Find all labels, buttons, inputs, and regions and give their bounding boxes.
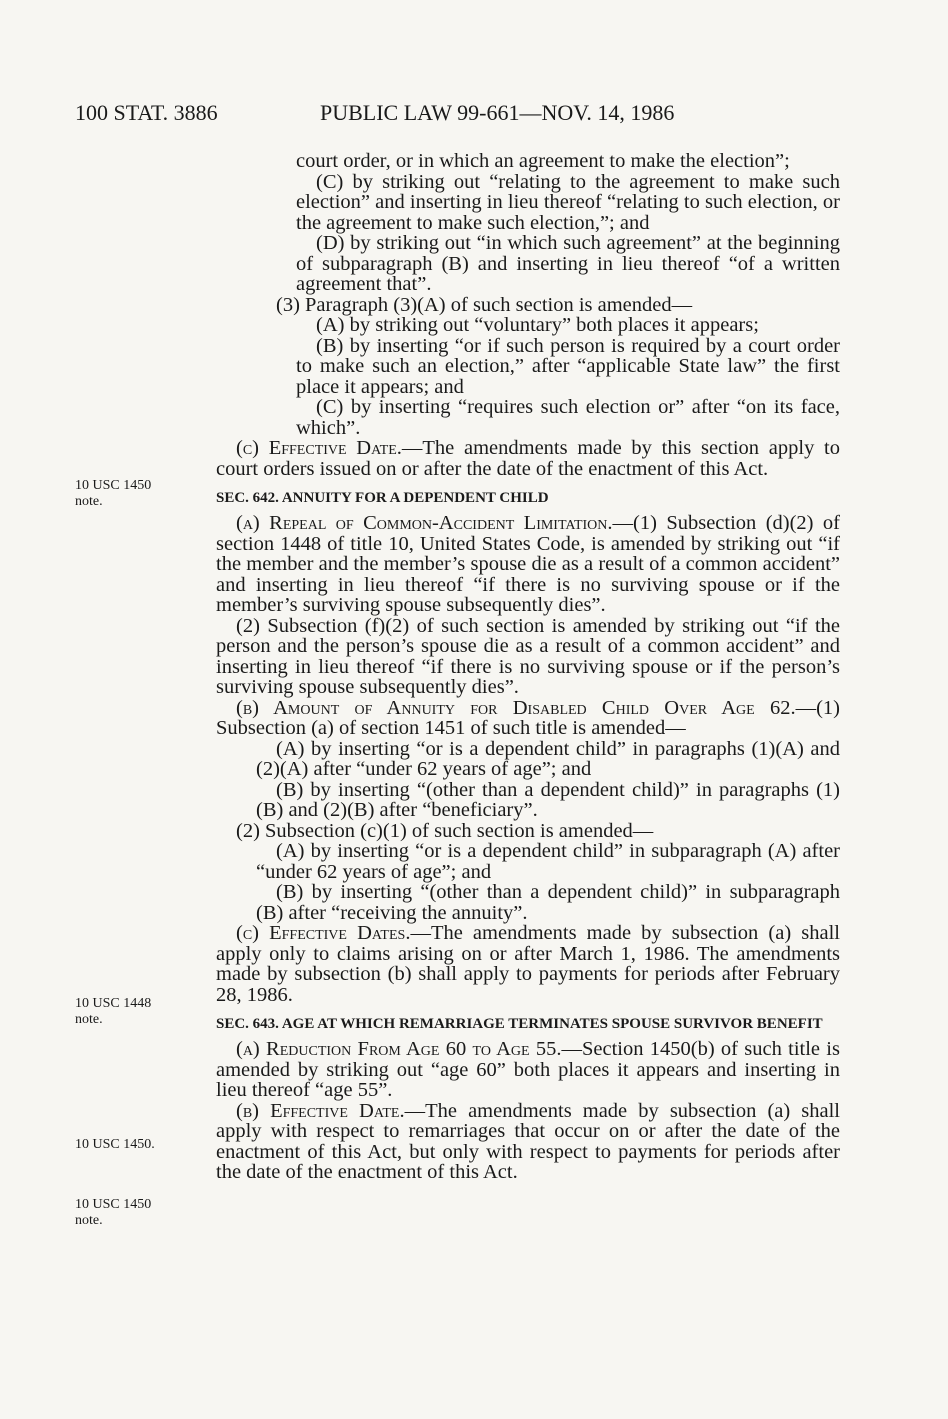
subsection-heading: (b) Amount of Annuity for Disabled Child Over Age 62. — [236, 696, 796, 719]
paragraph: (B) by inserting “(other than a dependent child)” in paragraphs (1)(B) and (2)(B) after “beneficiary”. — [256, 778, 840, 821]
paragraph: (c) Effective Dates.—The amendments made by subsection (a) shall apply only to claims arising on or after March 1, 1986. The amendments made by subsection (b) shall apply to payments for periods after February 28, 1986. — [216, 922, 840, 1006]
margin-note: 10 USC 1450. — [75, 1137, 155, 1152]
paragraph: (a) Repeal of Common-Accident Limitation.—(1) Subsection (d)(2) of section 1448 of title 10, United States Code, is amended by striking out “if the member and the member’s spouse die as a result of a common accident” and inserting in lieu thereof “if there is no surviving spouse or if the member’s surviving spouse subsequently dies”. — [216, 512, 840, 616]
subsection-heading: (c) Effective Date. — [236, 437, 402, 459]
paragraph: (b) Effective Date.—The amendments made by subsection (a) shall apply with respect to remarriages that occur on or after the date of the enactment of this Act, but only with respect to payments for periods after the date of the enactment of this Act. — [216, 1099, 840, 1183]
paragraph: (B) by inserting “(other than a dependent child)” in subparagraph (B) after “receiving the annuity”. — [256, 881, 840, 924]
running-head: PUBLIC LAW 99-661—NOV. 14, 1986 — [320, 100, 675, 125]
subsection-heading: (c) Effective Dates. — [236, 922, 411, 944]
paragraph: (A) by inserting “or is a dependent child” in subparagraph (A) after “under 62 years of age”; and — [256, 840, 840, 883]
margin-note: 10 USC 1450 note. — [75, 1197, 152, 1228]
paragraph: (C) by inserting “requires such election or” after “on its face, which”. — [296, 396, 840, 439]
paragraph: (2) Subsection (f)(2) of such section is amended by striking out “if the person and the person’s spouse die as a result of a common accident” and inserting in lieu thereof “if there is no surviving spouse or if the person’s surviving spouse subsequently dies”. — [216, 614, 840, 698]
paragraph: court order, or in which an agreement to make the election”; — [296, 150, 790, 172]
paragraph: (C) by striking out “relating to the agreement to make such election” and inserting in lieu thereof “relating to such election, or the agreement to make such election,”; and — [296, 170, 840, 234]
paragraph: (b) Amount of Annuity for Disabled Child Over Age 62.—(1) Subsection (a) of section 1451 of such title is amended— — [216, 696, 840, 739]
body-text — [216, 151, 840, 1183]
margin-note: 10 USC 1450 note. — [75, 478, 152, 509]
margin-note: 10 USC 1448 note. — [75, 996, 152, 1027]
paragraph: (D) by striking out “in which such agreement” at the beginning of subparagraph (B) and inserting in lieu thereof “of a written agreement that”. — [296, 232, 840, 295]
subsection-heading: (a) Repeal of Common-Accident Limitation. — [236, 512, 613, 534]
paragraph: (2) Subsection (c)(1) of such section is amended— — [236, 819, 654, 842]
paragraph: (A) by striking out “voluntary” both places it appears; — [316, 314, 759, 336]
subsection-heading: (b) Effective Date. — [236, 1099, 405, 1122]
section-heading: SEC. 642. ANNUITY FOR A DEPENDENT CHILD — [216, 490, 549, 506]
paragraph: (a) Reduction From Age 60 to Age 55.—Section 1450(b) of such title is amended by striking out “age 60” both places it appears and inserting in lieu thereof “age 55”. — [216, 1038, 840, 1101]
paragraph: (B) by inserting “or if such person is required by a court order to make such an election,” after “applicable State law” the first place it appears; and — [296, 334, 840, 398]
subsection-heading: (a) Reduction From Age 60 to Age 55. — [236, 1038, 562, 1060]
paragraph: (A) by inserting “or is a dependent child” in paragraphs (1)(A) and (2)(A) after “under 62 years of age”; and — [256, 737, 840, 780]
paragraph: (c) Effective Date.—The amendments made by this section apply to court orders issued on or after the date of the enactment of this Act. — [216, 437, 840, 480]
paragraph: (3) Paragraph (3)(A) of such section is amended— — [276, 293, 693, 316]
statute-page-number: 100 STAT. 3886 — [75, 100, 218, 125]
section-heading: SEC. 643. AGE AT WHICH REMARRIAGE TERMINATES SPOUSE SURVIVOR BENEFIT — [216, 1016, 823, 1032]
